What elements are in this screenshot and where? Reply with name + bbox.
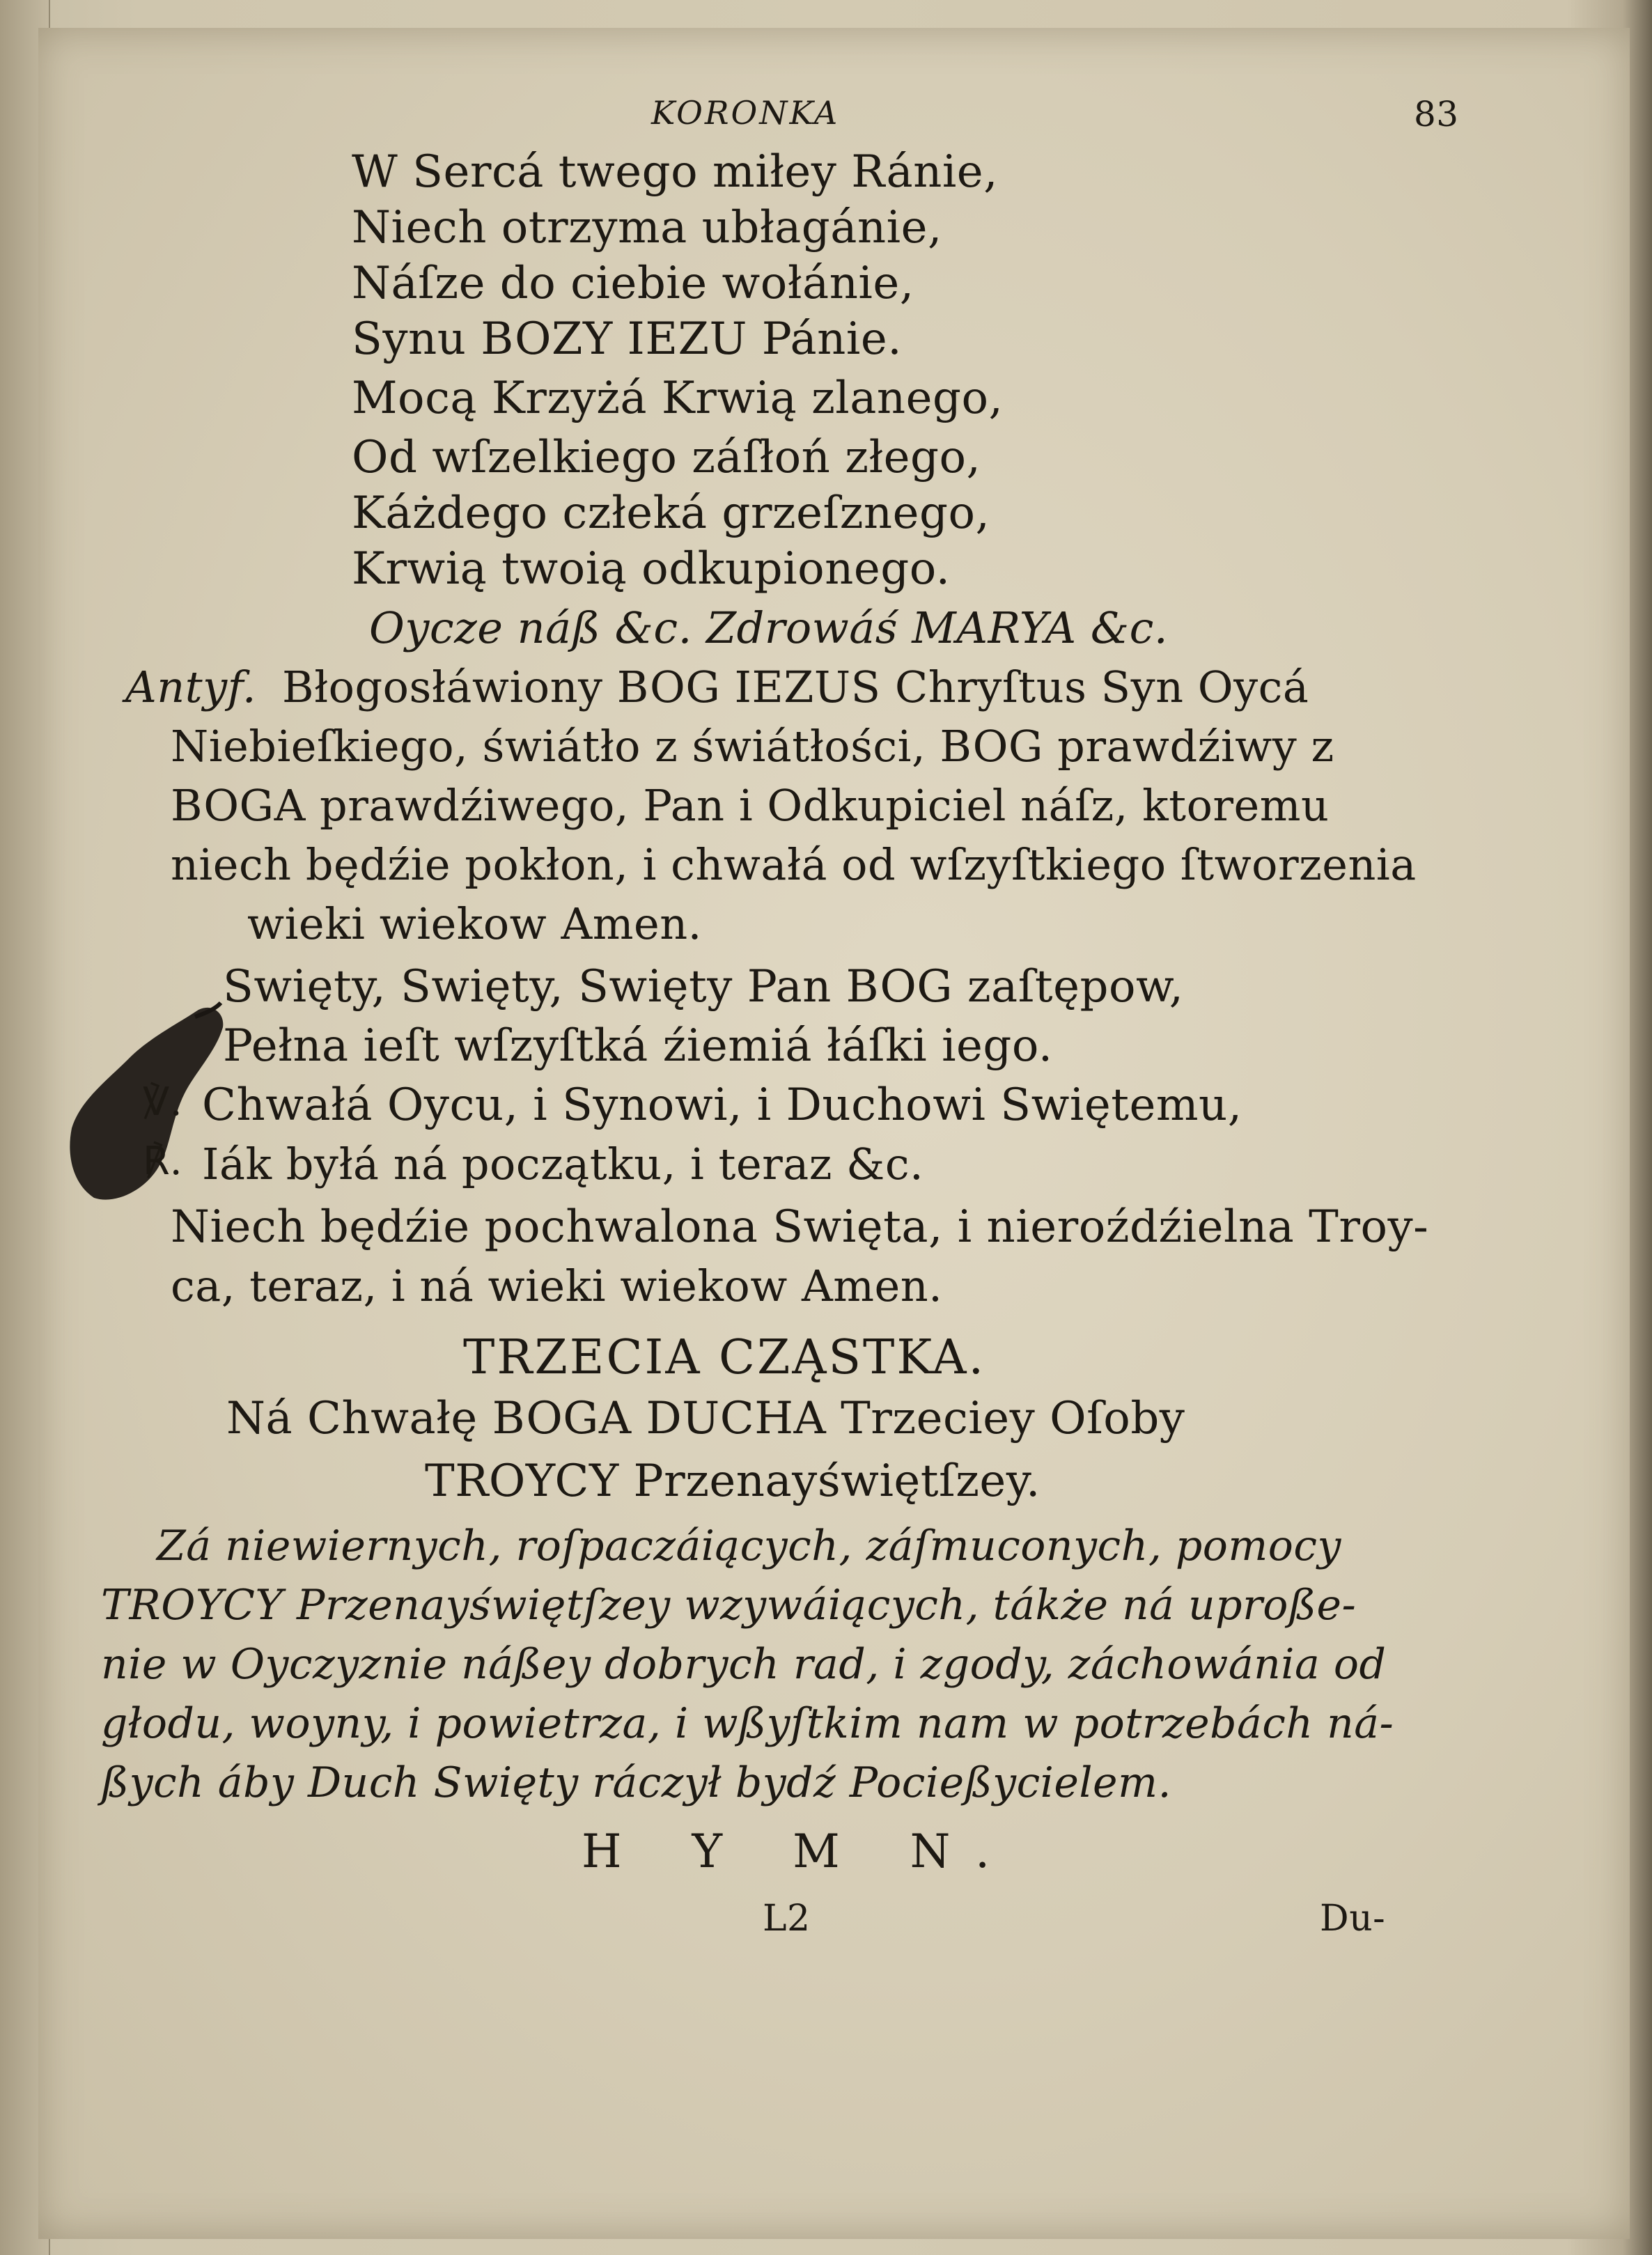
sanctus-line-1: Swięty, Swięty, Swięty Pan BOG zaſtępow,: [223, 961, 1184, 1013]
signature-mark: L2: [763, 1898, 811, 1940]
section-subtitle-2: TROYCY Przenayświętſzey.: [425, 1456, 1041, 1507]
antiphon-line-2: Niebieſkiego, świátło z świátłości, BOG prawdźiwy z: [171, 721, 1334, 772]
stanza-line-5: Mocą Krzyżá Krwią zlanego,: [352, 373, 1004, 424]
stanza-line-8: Krwią twoią odkupionego.: [352, 543, 951, 595]
doxology-line-1: Niech będźie pochwalona Swięta, i nieroźdźielna Troy-: [171, 1201, 1429, 1253]
antiphon-line-3: BOGA prawdźiwego, Pan i Odkupiciel náſz, ktoremu: [171, 780, 1330, 831]
section-title: TRZECIA CZĄSTKA.: [463, 1330, 986, 1385]
response-mark: ℟.: [143, 1139, 183, 1184]
response-text: Iák byłá ná początku, i teraz &c.: [202, 1139, 924, 1189]
stanza-line-4: Synu BOZY IEZU Pánie.: [352, 313, 903, 365]
stanza-line-2: Niech otrzyma ubłagánie,: [352, 202, 942, 253]
versicle-mark: ℣.: [143, 1079, 183, 1125]
stanza-line-3: Náſze do ciebie wołánie,: [352, 258, 914, 309]
stanza-line-7: Káżdego człeká grzeſznego,: [352, 487, 990, 539]
intention-line-4: głodu, woyny, i powietrza, i wßyſtkim nam w potrzebách ná-: [101, 1699, 1394, 1748]
page-number: 83: [1414, 94, 1459, 134]
book-page: [38, 28, 1630, 2239]
catchword: Du-: [1320, 1898, 1386, 1940]
sanctus-line-2: Pełna ieſt wſzyſtká źiemiá łáſki iego.: [223, 1020, 1053, 1072]
intention-line-3: nie w Oyczyznie náßey dobrych rad, i zgody, záchowánia od: [101, 1640, 1387, 1689]
antiphon-line-1: Błogosłáwiony BOG IEZUS Chryſtus Syn Oycá: [282, 662, 1309, 712]
versicle-text: Chwałá Oycu, i Synowi, i Duchowi Swiętemu,: [202, 1079, 1242, 1131]
intention-line-1: Zá niewiernych, roſpaczáiących, záſmuconych, pomocy: [157, 1522, 1341, 1570]
hymn-heading: H Y M N.: [582, 1825, 1018, 1878]
antiphon-line-5: wieki wiekow Amen.: [247, 898, 702, 949]
stanza-line-6: Od wſzelkiego záſłoń złego,: [352, 432, 981, 483]
intention-line-5: ßych áby Duch Swięty ráczył bydź Pocießycielem.: [101, 1758, 1172, 1807]
section-subtitle-1: Ná Chwałę BOGA DUCHA Trzeciey Oſoby: [226, 1393, 1185, 1444]
antiphon-label: Antyf.: [125, 662, 257, 712]
running-title: KORONKA: [651, 94, 840, 132]
intention-line-2: TROYCY Przenayświętſzey wzywáiących, tákże ná uproße-: [101, 1581, 1357, 1630]
stanza-line-1: W Sercá twego miłey Ránie,: [352, 146, 998, 198]
antiphon-line-4: niech będźie pokłon, i chwałá od wſzyſtkiego ſtworzenia: [171, 839, 1417, 890]
doxology-line-2: ca, teraz, i ná wieki wiekow Amen.: [171, 1261, 943, 1311]
prayer-line: Oycze náß &c. Zdrowáś MARYA &c.: [369, 602, 1169, 653]
